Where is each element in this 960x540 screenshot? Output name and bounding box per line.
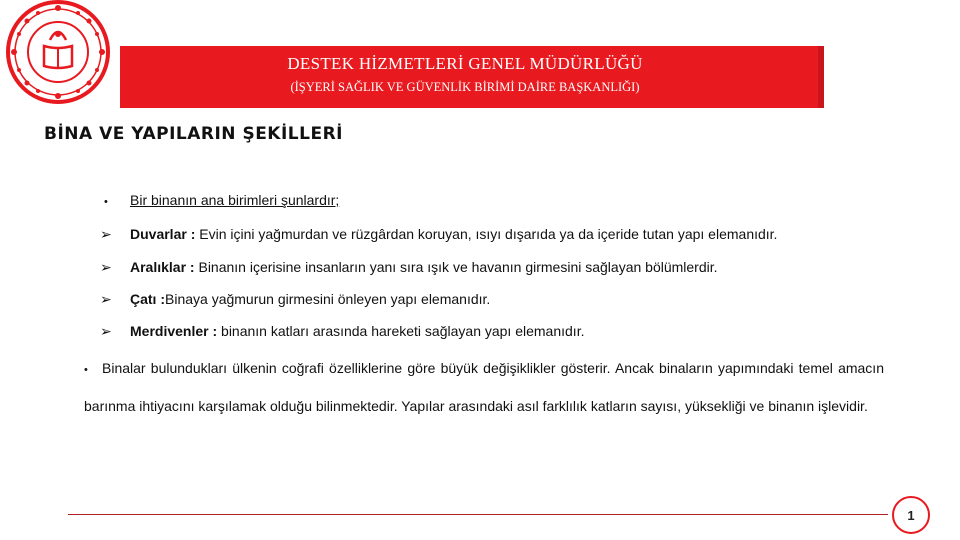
list-item — [100, 323, 584, 340]
section-heading: BİNA VE YAPILARIN ŞEKİLLERİ — [44, 124, 343, 144]
logo — [0, 0, 120, 112]
list-intro — [100, 192, 339, 208]
list-item — [100, 259, 718, 276]
list-item-text: binanın katları arasında hareketi sağlayan yapı elemanıdır. — [217, 323, 585, 339]
arrow-bullet-icon: ➢ — [100, 226, 112, 242]
list-item-term: Aralıklar : — [130, 259, 195, 275]
list-intro-text: Bir binanın ana birimleri şunlardır; — [130, 192, 340, 208]
list-item-term: Merdivenler : — [130, 323, 218, 339]
paragraph-text: Binalar bulundukları ülkenin coğrafi özelliklerine göre büyük değişiklikler gösterir. Ancak binaların yapımındaki temel amacın barınma ihtiyacını karşılamak olduğu bilinmektedir. Yapılar arasındaki asıl farklılık katların sayısı, yüksekliği ve binanın işlevidir. — [84, 360, 884, 414]
list-item-text: Evin içini yağmurdan ve rüzgârdan koruyan, ısıyı dışarıda ya da içeride tutan yapı elemanıdır. — [195, 226, 778, 242]
list-item-text: Binanın içerisine insanların yanı sıra ışık ve havanın girmesini sağlayan bölümlerdir. — [194, 259, 718, 275]
footer-divider — [68, 514, 888, 515]
bullet-dot-icon: • — [84, 364, 88, 376]
header-banner — [112, 46, 818, 108]
list-item-term: Çatı : — [130, 291, 165, 307]
header-title: DESTEK HİZMETLERİ GENEL MÜDÜRLÜĞÜ — [287, 54, 643, 73]
ministry-emblem-icon — [4, 0, 116, 110]
bullet-dot-icon: • — [104, 196, 108, 208]
arrow-bullet-icon: ➢ — [100, 291, 112, 307]
page-number-badge — [892, 496, 930, 534]
arrow-bullet-icon: ➢ — [100, 259, 112, 275]
arrow-bullet-icon: ➢ — [100, 323, 112, 339]
list-item — [100, 226, 777, 243]
list-item — [100, 291, 490, 308]
body-paragraph — [84, 350, 884, 424]
list-item-term: Duvarlar : — [130, 226, 196, 242]
list-item-text: Binaya yağmurun girmesini önleyen yapı elemanıdır. — [165, 291, 491, 307]
page-number: 1 — [907, 507, 915, 523]
header-subtitle: (İŞYERİ SAĞLIK VE GÜVENLİK BİRİMİ DAİRE BAŞKANLIĞI) — [290, 80, 640, 94]
